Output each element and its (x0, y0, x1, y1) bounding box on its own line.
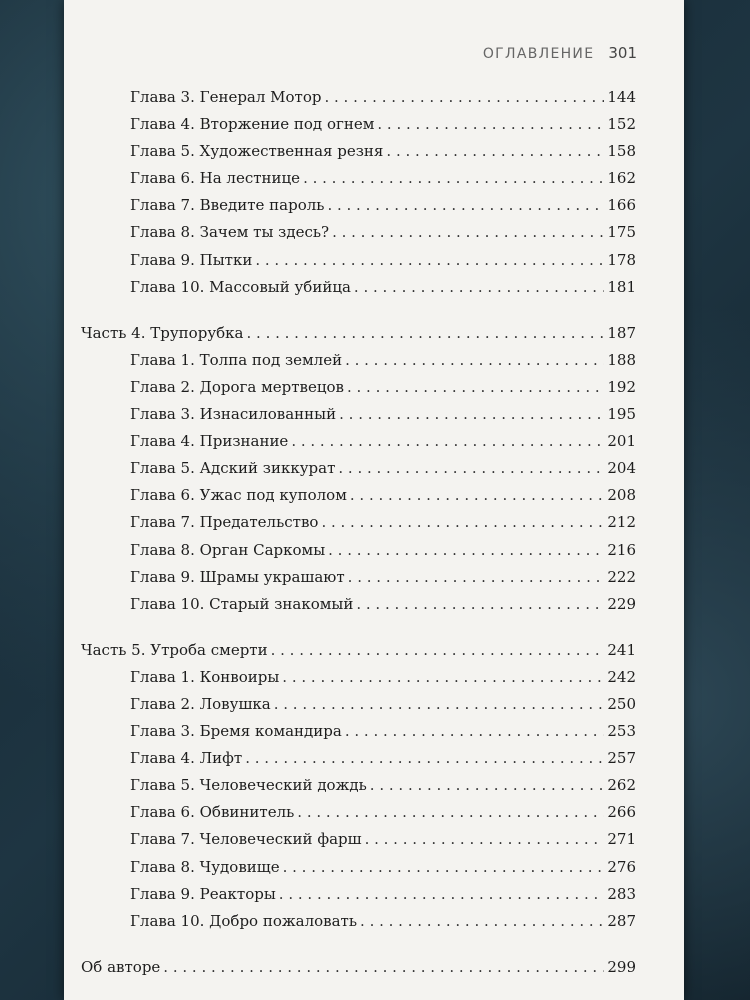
dot-leader (303, 165, 604, 192)
toc-entry-title: Глава 7. Человеческий фарш (130, 830, 362, 849)
toc-chapter-entry (81, 165, 636, 192)
toc-chapter-entry (81, 854, 636, 881)
toc-entry-title: Глава 5. Человеческий дождь (130, 776, 367, 795)
toc-entry-page: 241 (607, 640, 636, 659)
dot-leader (348, 564, 605, 591)
table-of-contents (81, 84, 636, 1000)
toc-entry-page: 144 (607, 88, 636, 106)
dot-leader (247, 320, 605, 347)
dot-leader (283, 854, 605, 881)
toc-entry-page: 216 (607, 540, 636, 559)
toc-entry-title: Глава 10. Старый знакомый (130, 594, 354, 613)
toc-group (81, 320, 636, 618)
toc-chapter-entry (81, 192, 636, 219)
toc-entry-title: Глава 4. Вторжение под огнем (130, 115, 375, 134)
toc-chapter-entry (81, 908, 636, 935)
toc-chapter-entry (81, 455, 636, 482)
toc-entry-title: Глава 8. Орган Саркомы (130, 540, 326, 559)
toc-chapter-entry (81, 247, 636, 274)
toc-entry-page: 262 (607, 776, 636, 795)
toc-chapter-entry (81, 401, 636, 428)
toc-entry-page: 242 (607, 667, 636, 686)
toc-entry-title: Глава 7. Введите пароль (130, 196, 325, 215)
toc-part-entry (81, 954, 636, 981)
dot-leader (291, 428, 604, 455)
dot-leader (332, 219, 604, 246)
toc-entry-title: Глава 7. Предательство (130, 513, 319, 532)
toc-entry-page: 229 (607, 594, 636, 613)
dot-leader (271, 637, 605, 664)
toc-entry-title: Глава 1. Толпа под землей (130, 350, 343, 369)
toc-chapter-entry (81, 881, 636, 908)
dot-leader (321, 509, 604, 536)
toc-entry-title: Глава 3. Бремя командира (130, 722, 342, 741)
toc-chapter-entry (81, 138, 636, 165)
dot-leader (274, 691, 605, 718)
dot-leader (345, 347, 604, 374)
toc-chapter-entry (81, 691, 636, 718)
toc-entry-page: 187 (607, 323, 636, 342)
toc-entry-page: 162 (607, 169, 636, 188)
dot-leader (279, 881, 605, 908)
toc-chapter-entry (81, 745, 636, 772)
toc-chapter-entry (81, 482, 636, 509)
toc-entry-page: 283 (607, 884, 636, 903)
toc-entry-title: Глава 10. Массовый убийца (130, 277, 351, 296)
toc-entry-page: 212 (607, 513, 636, 532)
toc-chapter-entry (81, 509, 636, 536)
toc-entry-title: Об авторе (81, 957, 161, 976)
toc-chapter-entry (81, 347, 636, 374)
dot-leader (338, 455, 604, 482)
toc-entry-title: Часть 5. Утроба смерти (81, 640, 268, 659)
toc-group (81, 954, 636, 981)
toc-chapter-entry (81, 664, 636, 691)
toc-entry-page: 166 (607, 196, 636, 215)
toc-chapter-entry (81, 219, 636, 246)
dot-leader (255, 247, 604, 274)
toc-entry-page: 250 (607, 694, 636, 713)
dot-leader (347, 374, 604, 401)
toc-entry-title: Глава 6. Ужас под куполом (130, 486, 347, 505)
toc-entry-page: 178 (607, 250, 636, 269)
toc-entry-title: Глава 4. Признание (130, 432, 289, 451)
toc-chapter-entry (81, 374, 636, 401)
toc-entry-title: Глава 8. Чудовище (130, 857, 280, 876)
dot-leader (345, 718, 605, 745)
dot-leader (328, 537, 604, 564)
toc-entry-page: 271 (607, 830, 636, 849)
toc-entry-title: Глава 6. Обвинитель (130, 803, 295, 822)
toc-chapter-entry (81, 772, 636, 799)
dot-leader (282, 664, 604, 691)
page-number: 301 (608, 44, 637, 62)
toc-entry-page: 208 (607, 486, 636, 505)
dot-leader (297, 799, 604, 826)
toc-entry-title: Глава 4. Лифт (130, 749, 243, 768)
toc-chapter-entry (81, 274, 636, 301)
toc-entry-title: Глава 5. Художественная резня (130, 142, 384, 161)
toc-chapter-entry (81, 428, 636, 455)
toc-entry-title: Глава 1. Конвоиры (130, 667, 280, 686)
toc-entry-title: Глава 2. Дорога мертвецов (130, 377, 344, 396)
dot-leader (365, 826, 605, 853)
toc-entry-page: 204 (607, 459, 636, 478)
toc-chapter-entry (81, 799, 636, 826)
toc-entry-page: 287 (607, 911, 636, 930)
dot-leader (339, 401, 604, 428)
running-head (483, 44, 637, 62)
dot-leader (327, 192, 604, 219)
toc-chapter-entry (81, 84, 636, 111)
toc-entry-title: Глава 9. Пытки (130, 250, 253, 269)
dot-leader (377, 111, 604, 138)
book-page (64, 0, 684, 1000)
dot-leader (356, 591, 604, 618)
toc-chapter-entry (81, 564, 636, 591)
toc-entry-page: 188 (607, 350, 636, 369)
toc-group (81, 637, 636, 935)
toc-entry-title: Глава 2. Ловушка (130, 694, 271, 713)
toc-entry-title: Глава 10. Добро пожаловать (130, 911, 358, 930)
toc-entry-page: 152 (607, 115, 636, 134)
toc-entry-title: Глава 9. Шрамы украшают (130, 567, 345, 586)
toc-entry-page: 266 (607, 803, 636, 822)
toc-entry-title: Глава 6. На лестнице (130, 169, 301, 188)
toc-chapter-entry (81, 718, 636, 745)
dot-leader (163, 954, 604, 981)
toc-entry-title: Часть 4. Трупорубка (81, 323, 244, 342)
dot-leader (370, 772, 605, 799)
toc-part-entry (81, 637, 636, 664)
toc-entry-title: Глава 8. Зачем ты здесь? (130, 223, 330, 242)
toc-entry-page: 201 (607, 432, 636, 451)
toc-entry-page: 195 (607, 405, 636, 424)
toc-entry-title: Глава 9. Реакторы (130, 884, 276, 903)
dot-leader (324, 84, 604, 111)
toc-part-entry (81, 320, 636, 347)
toc-entry-page: 257 (607, 749, 636, 768)
dot-leader (245, 745, 604, 772)
toc-chapter-entry (81, 591, 636, 618)
toc-entry-title: Глава 3. Изнасилованный (130, 405, 337, 424)
dot-leader (354, 274, 604, 301)
toc-entry-page: 158 (607, 142, 636, 161)
toc-chapter-entry (81, 111, 636, 138)
toc-entry-page: 175 (607, 223, 636, 242)
toc-entry-title: Глава 3. Генерал Мотор (130, 88, 322, 106)
toc-entry-page: 299 (607, 957, 636, 976)
toc-group (81, 84, 636, 301)
toc-entry-page: 253 (607, 722, 636, 741)
dot-leader (360, 908, 604, 935)
toc-chapter-entry (81, 826, 636, 853)
running-head-title: ОГЛАВЛЕНИЕ (482, 46, 595, 62)
dot-leader (350, 482, 604, 509)
toc-chapter-entry (81, 537, 636, 564)
toc-entry-title: Глава 5. Адский зиккурат (130, 459, 336, 478)
toc-entry-page: 222 (607, 567, 636, 586)
toc-entry-page: 276 (607, 857, 636, 876)
toc-entry-page: 192 (607, 377, 636, 396)
dot-leader (386, 138, 604, 165)
toc-entry-page: 181 (607, 277, 636, 296)
